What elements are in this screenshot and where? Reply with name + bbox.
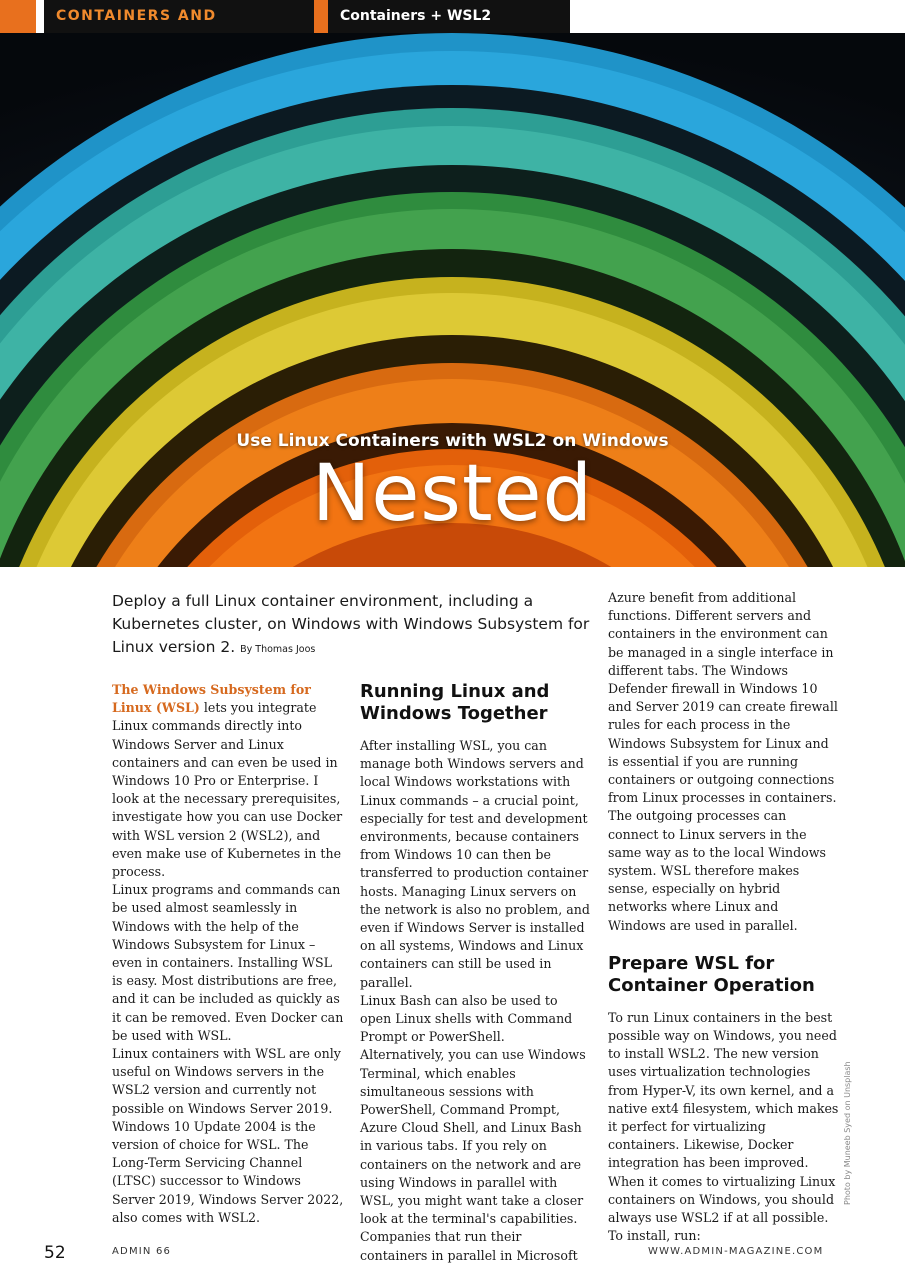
- section-heading: Prepare WSL for Container Operation: [608, 952, 815, 996]
- hero-image: [0, 33, 905, 567]
- accent-strip: [0, 0, 36, 33]
- topic-label: Containers + WSL2: [328, 0, 570, 33]
- paragraph: Azure benefit from additional functions. Different servers and containers in the environment can be managed in a single interface in different tabs. The Windows Defender firewall in Windows 10 and Server 2019 can create firewall rules for each process in the Windows Subsystem for Linux and is essential if you are running containers or outgoing connections from Linux processes in containers. The outgoing processes can connect to Linux servers in the same way as to the local Windows system. WSL therefore makes sense, especially on hybrid networks where Linux and Windows are used in parallel.: [608, 590, 838, 933]
- article-column-3: [608, 589, 840, 1246]
- deck-text: Deploy a full Linux container environment, including a Kubernetes cluster, on Windows with Windows Subsystem for Linux version 2.: [112, 592, 590, 656]
- accent-divider: [314, 0, 328, 33]
- page-number: 52: [44, 1243, 66, 1263]
- paragraph: Linux containers with WSL are only useful on Windows servers in the WSL2 version and currently not possible on Windows Server 2019. Windows 10 Update 2004 is the version of choice for WSL. The Long-Term Servicing Channel (LTSC) successor to Windows Server 2019, Windows Server 2022, also comes with WSL2.: [112, 1046, 344, 1225]
- section-label: CONTAINERS AND: [44, 0, 314, 33]
- paragraph-text: lets you integrate Linux commands directly into Windows Server and Linux containers and can even be used in Windows 10 Pro or Enterprise. I look at the necessary prerequisites, investigate how you can use Docker with WSL version 2 (WSL2), and even make use of Kubernetes in the process.: [112, 700, 343, 880]
- issue-label: ADMIN 66: [112, 1246, 172, 1257]
- byline: By Thomas Joos: [240, 644, 316, 655]
- section-header-bar: [0, 0, 905, 33]
- article-column-1: [112, 681, 344, 1227]
- article-deck: [112, 590, 592, 661]
- section-heading: Running Linux and Windows Together: [360, 681, 550, 724]
- lead-in: The Windows Subsystem for Linux (WSL): [112, 682, 311, 716]
- article-column-2: [360, 681, 592, 1265]
- article-kicker: Use Linux Containers with WSL2 on Windows: [236, 431, 669, 451]
- paragraph: [112, 681, 344, 881]
- photo-credit: Photo by Muneeb Syed on Unsplash: [843, 1061, 852, 1205]
- paragraph: Linux programs and commands can be used almost seamlessly in Windows with the help of the Windows Subsystem for Linux – even in containers. Installing WSL is easy. Most distributions are free, and it can be included as quickly as it can be removed. Even Docker can be used with WSL.: [112, 882, 344, 1043]
- website-link[interactable]: WWW.ADMIN-MAGAZINE.COM: [648, 1246, 824, 1257]
- paragraph: After installing WSL, you can manage both Windows servers and local Windows workstations with Linux commands – a crucial point, especially for test and development environments, because containers from Windows 10 can then be transferred to production container hosts. Managing Linux servers on the network is also no problem, and even if Windows Server is installed on all systems, Windows and Linux containers can still be used in parallel.: [360, 738, 590, 990]
- paragraph: Linux Bash can also be used to open Linux shells with Command Prompt or PowerShell. Alternatively, you can use Windows Terminal, which enables simultaneous sessions with PowerShell, Command Prompt, Azure Cloud Shell, and Linux Bash in various tabs. If you rely on containers on the network and are using Windows in parallel with WSL, you might want take a closer look at the terminal's capabilities. Companies that run their containers in parallel in Microsoft: [360, 992, 586, 1263]
- paragraph: To run Linux containers in the best possible way on Windows, you need to install WSL2. The new version uses virtualization technologies from Hyper-V, its own kernel, and a native ext4 filesystem, which makes it perfect for virtualizing containers. Likewise, Docker integration has been improved. When it comes to virtualizing Linux containers on Windows, you should always use WSL2 if at all possible. To install, run:: [608, 1009, 839, 1244]
- article-title: Nested: [311, 449, 594, 539]
